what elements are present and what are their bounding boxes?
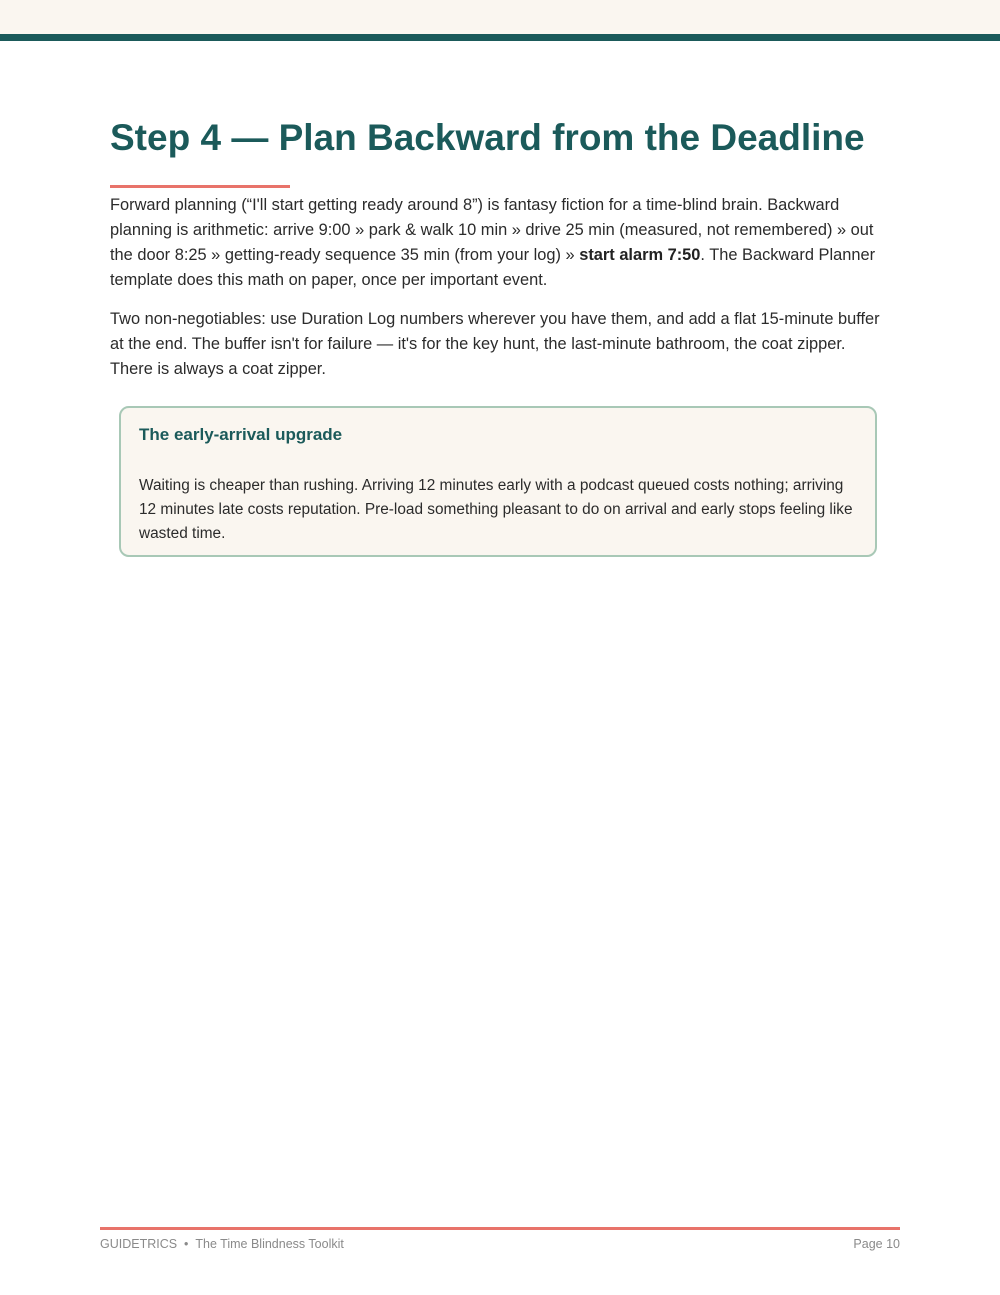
callout-body: Waiting is cheaper than rushing. Arriving 12 minutes early with a podcast queued costs nothing; arriving 12 minutes late costs reputation. Pre-load something pleasant to do on arrival and early stops feeling like wasted time. [139, 477, 853, 542]
callout-title: The early-arrival upgrade [139, 425, 343, 444]
title-underline [110, 185, 290, 188]
header-rule [0, 34, 1000, 41]
footer-doc-title: The Time Blindness Toolkit [195, 1237, 344, 1251]
footer-rule [100, 1227, 900, 1230]
footer-separator: • [184, 1237, 189, 1251]
footer-brand: GUIDETRICS [100, 1237, 178, 1251]
paragraph-text: . The Backward Planner template does this math on paper, once per important event. [110, 246, 876, 289]
header-band [0, 0, 1000, 34]
emphasis-start-alarm: start alarm 7:50 [579, 246, 701, 264]
page-number: Page 10 [853, 1237, 900, 1251]
footer-left [100, 1236, 344, 1252]
paragraph-text: Forward planning (“I'll start getting ready around 8”) is fantasy fiction for a time-blind brain. Backward planning is arithmetic: arrive 9:00 » park & walk 10 min » drive 25 min (measured, not remembered) » out the door 8:25 » getting-ready sequence 35 min (from your log) » [110, 196, 874, 264]
page-title: Step 4 — Plan Backward from the Deadline [110, 117, 865, 158]
callout-box [119, 406, 877, 557]
paragraph-non-negotiables: Two non-negotiables: use Duration Log numbers wherever you have them, and add a flat 15-minute buffer at the end. The buffer isn't for failure — it's for the key hunt, the last-minute bathroom, the coat zipper. There is always a coat zipper. [110, 310, 880, 378]
paragraph-backward-planning [110, 193, 890, 293]
